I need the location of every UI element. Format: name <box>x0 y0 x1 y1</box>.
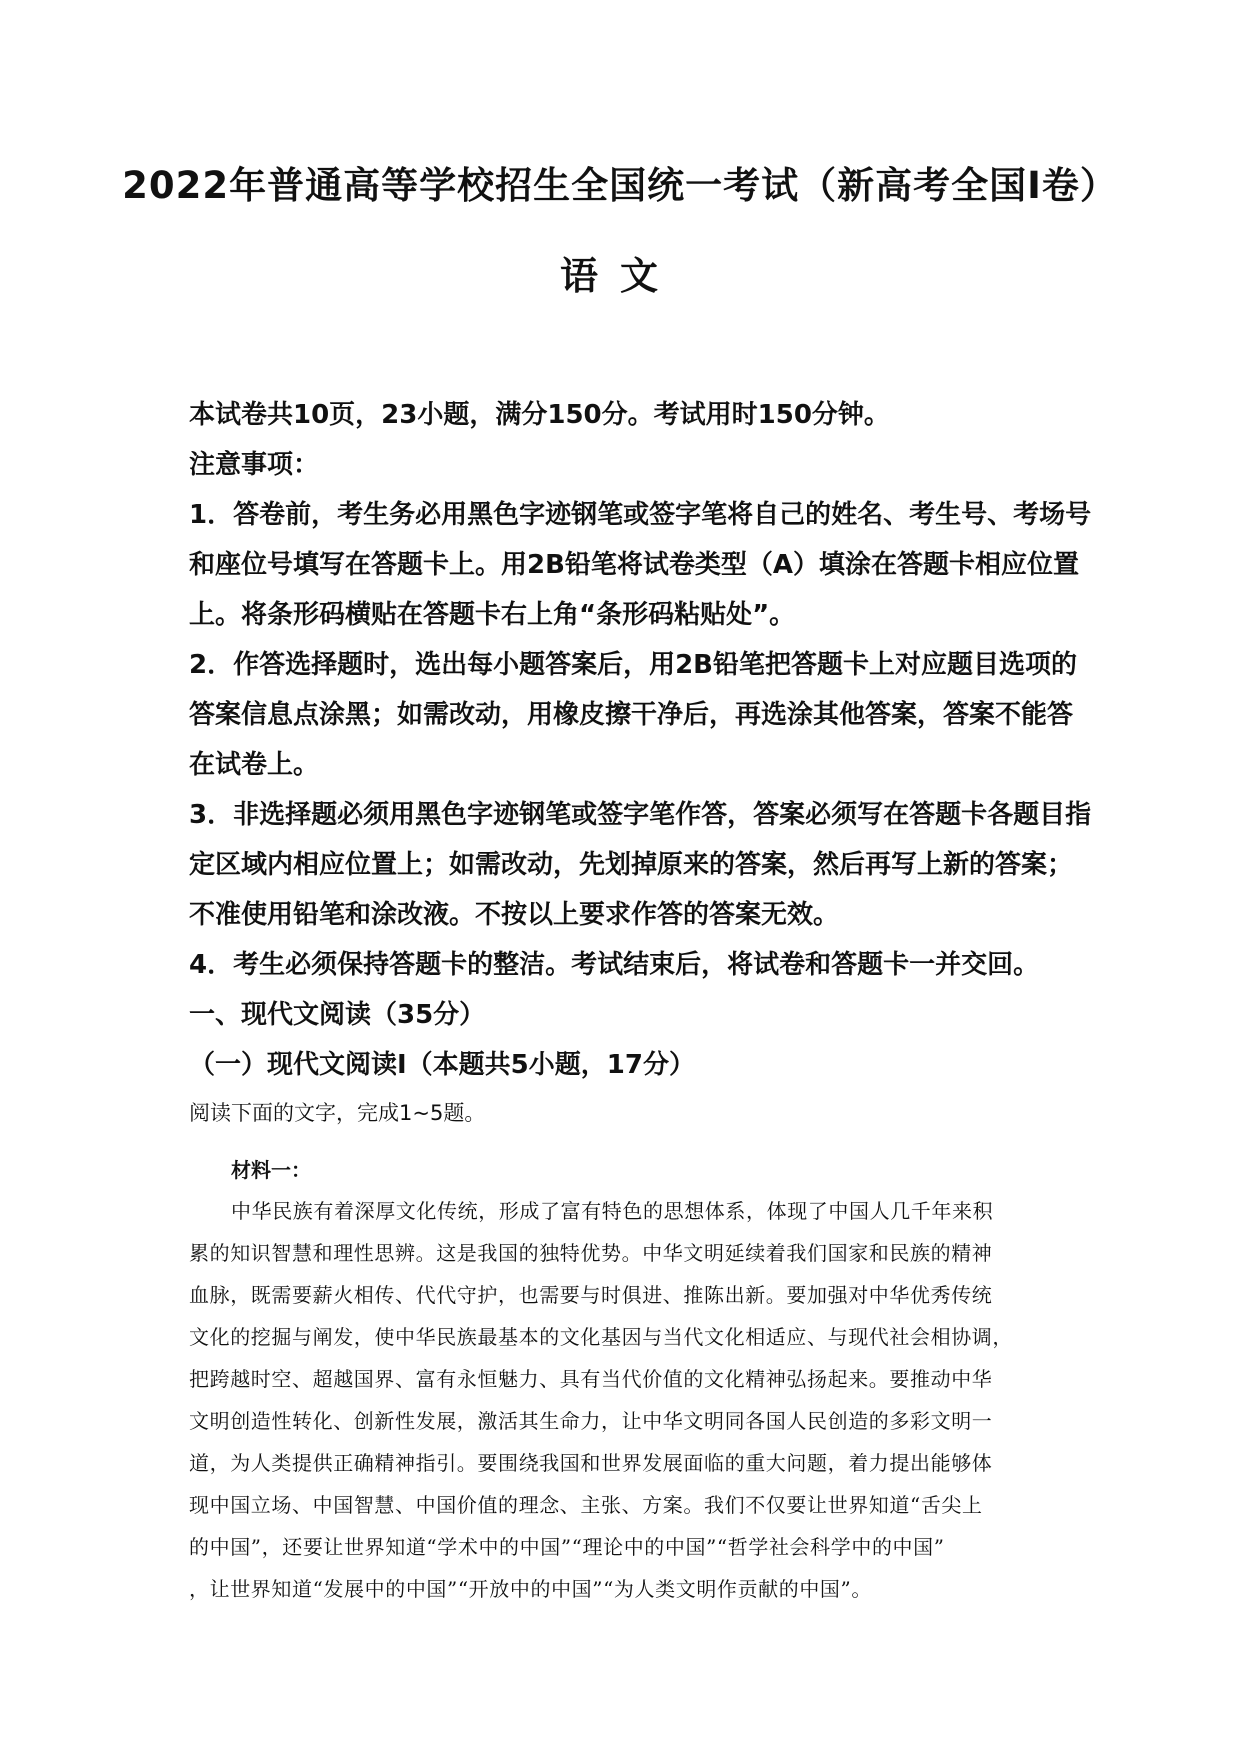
notice-line: 不准使用铅笔和涂改液。不按以上要求作答的答案无效。 <box>189 900 840 930</box>
material-line: 文化的挖掘与阐发，使中华民族最基本的文化基因与当代文化相适应、与现代社会相协调， <box>189 1325 1013 1349</box>
material-label: 材料一： <box>231 1158 311 1182</box>
notice-line: 在试卷上。 <box>189 750 320 780</box>
notice-line: 4．考生必须保持答题卡的整洁。考试结束后，将试卷和答题卡一并交回。 <box>189 950 1040 980</box>
material-line: 的中国”，还要让世界知道“学术中的中国”“理论中的中国”“哲学社会科学中的中国” <box>189 1535 945 1559</box>
material-line: 文明创造性转化、创新性发展，激活其生命力，让中华文明同各国人民创造的多彩文明一 <box>189 1409 993 1433</box>
material-line: 中华民族有着深厚文化传统，形成了富有特色的思想体系，体现了中国人几千年来积 <box>231 1199 994 1223</box>
reading-instruction: 阅读下面的文字，完成1~5题。 <box>189 1101 486 1125</box>
notice-line: 3．非选择题必须用黑色字迹钢笔或签字笔作答，答案必须写在答题卡各题目指 <box>189 800 1092 830</box>
material-line: 把跨越时空、超越国界、富有永恒魅力、具有当代价值的文化精神弘扬起来。要推动中华 <box>189 1367 993 1391</box>
exam-intro: 本试卷共10页，23小题，满分150分。考试用时150分钟。 <box>189 400 890 430</box>
material-line: 道，为人类提供正确精神指引。要围绕我国和世界发展面临的重大问题，着力提出能够体 <box>189 1451 993 1475</box>
section-heading: 一、现代文阅读（35分） <box>189 1000 486 1030</box>
notice-line: 答案信息点涂黑；如需改动，用橡皮擦干净后，再选涂其他答案，答案不能答 <box>189 700 1074 730</box>
notice-line: 1．答卷前，考生务必用黑色字迹钢笔或签字笔将自己的姓名、考生号、考场号 <box>189 500 1092 530</box>
notice-line: 上。将条形码横贴在答题卡右上角“条形码粘贴处”。 <box>189 600 796 630</box>
material-line: 现中国立场、中国智慧、中国价值的理念、主张、方案。我们不仅要让世界知道“舌尖上 <box>189 1493 983 1517</box>
material-line: 血脉，既需要薪火相传、代代守护，也需要与时俱进、推陈出新。要加强对中华优秀传统 <box>189 1283 993 1307</box>
notice-heading: 注意事项： <box>189 450 320 480</box>
notice-line: 定区域内相应位置上；如需改动，先划掉原来的答案，然后再写上新的答案； <box>189 850 1074 880</box>
subject-heading: 语文 <box>559 254 680 298</box>
instructions-block <box>189 390 1092 1136</box>
exam-title: 2022年普通高等学校招生全国统一考试（新高考全国Ⅰ卷） <box>122 164 1118 207</box>
notice-line: 和座位号填写在答题卡上。用2B铅笔将试卷类型（A）填涂在答题卡相应位置 <box>189 550 1080 580</box>
notice-line: 2．作答选择题时，选出每小题答案后，用2B铅笔把答题卡上对应题目选项的 <box>189 650 1077 680</box>
subsection-heading: （一）现代文阅读Ⅰ（本题共5小题，17分） <box>189 1050 695 1080</box>
material-one <box>189 1150 1089 1610</box>
material-line: ，让世界知道“发展中的中国”“开放中的中国”“为人类文明作贡献的中国”。 <box>189 1577 872 1601</box>
material-line: 累的知识智慧和理性思辨。这是我国的独特优势。中华文明延续着我们国家和民族的精神 <box>189 1241 993 1265</box>
